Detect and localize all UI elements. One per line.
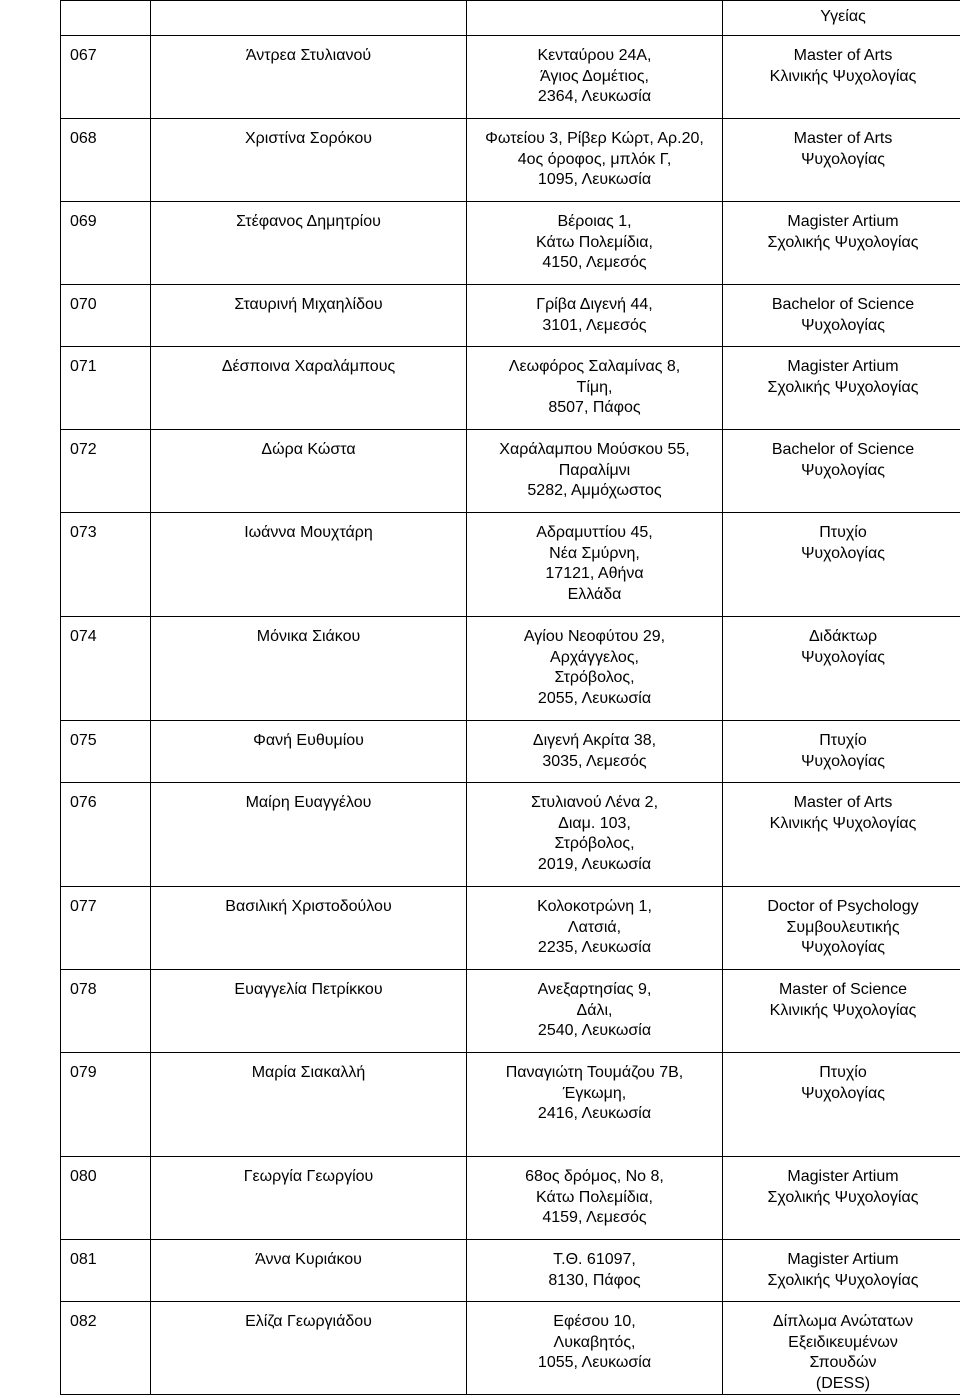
entry-number-text: 073 [70,524,97,541]
address-text: Διγενή Ακρίτα 38, [532,732,657,749]
address [467,202,723,285]
degree [723,1157,960,1240]
person-name-text: Άννα Κυριάκου [255,1251,362,1268]
degree-text: Ψυχολογίας [801,648,885,666]
degree-text: Πτυχίο [819,524,867,541]
degree-text: Εξειδικευμένων [788,1333,898,1351]
address [467,783,723,887]
degree [723,285,960,347]
table-row [61,887,960,970]
header-name-cell [151,1,467,36]
address-text: Βέροιας 1, [557,213,632,230]
degree-text: (DESS) [815,1374,871,1392]
entry-number-text: 081 [70,1251,97,1268]
header-degree-cell [723,1,960,36]
address-text: 2540, Λευκωσία [537,1022,652,1039]
degree-text: Ψυχολογίας [801,461,885,479]
address-text: Κολοκοτρώνη 1, [537,898,652,915]
address-text: 2055, Λευκωσία [537,689,652,707]
table-row [61,347,960,430]
table-row [61,1157,960,1240]
entry-number-text: 076 [70,794,97,811]
person-name-text: Φανή Ευθυμίου [253,732,364,749]
degree-text: Magister Artium [787,358,899,375]
person-name [151,783,467,887]
address-text: 4150, Λεμεσός [542,254,647,271]
address [467,721,723,783]
table-row [61,513,960,617]
person-name [151,1157,467,1240]
entry-number-text: 068 [70,130,97,147]
address-text: 5282, Αμμόχωστος [527,482,662,499]
table-row [61,202,960,285]
entry-number [61,783,151,887]
person-name-text: Μαρία Σιακαλλή [251,1064,366,1081]
address-text: Διαμ. 103, [558,814,631,832]
person-name-text: Δέσποινα Χαραλάμπους [221,358,396,375]
degree-text: Συμβουλευτικής [786,918,900,936]
address [467,970,723,1053]
entry-number [61,970,151,1053]
address [467,1302,723,1395]
address-text: 1095, Λευκωσία [537,171,652,188]
entry-number-text: 082 [70,1313,97,1330]
address-text: Αδραμυττίου 45, [536,524,653,541]
person-name-text: Ευαγγελία Πετρίκκου [234,981,383,998]
person-name [151,617,467,721]
person-name-text: Ιωάννα Μουχτάρη [244,524,373,541]
address-text: Αγίου Νεοφύτου 29, [523,628,666,645]
continued-header-row [61,1,960,36]
entry-number-text: 069 [70,213,97,230]
table-row [61,36,960,119]
degree-text: Magister Artium [787,1168,899,1185]
address [467,36,723,119]
degree-text: Master of Arts [793,130,893,147]
degree-text: Πτυχίο [819,732,867,749]
person-name [151,721,467,783]
address-text: Γρίβα Διγενή 44, [536,296,653,313]
address-text: Λατσιά, [567,918,622,936]
entry-number-text: 075 [70,732,97,749]
entry-number [61,1302,151,1395]
person-name-text: Χριστίνα Σορόκου [244,130,372,147]
address-text: Λυκαβητός, [553,1333,636,1351]
address-text: Φωτείου 3, Ρίβερ Κώρτ, Αρ.20, [485,130,704,147]
entry-number [61,430,151,513]
person-name [151,36,467,119]
degree-text: Κλινικής Ψυχολογίας [769,1001,917,1019]
person-name [151,285,467,347]
degree [723,1240,960,1302]
degree [723,721,960,783]
entry-number [61,36,151,119]
address-text: 2235, Λευκωσία [537,939,652,956]
degree-text: Bachelor of Science [771,441,915,458]
degree-text: Πτυχίο [819,1064,867,1081]
person-name [151,202,467,285]
address-text: 8507, Πάφος [548,399,641,416]
address-text: 3035, Λεμεσός [542,752,647,770]
table-row [61,970,960,1053]
entry-number-text: 078 [70,981,97,998]
address-text: Κάτω Πολεμίδια, [536,1188,653,1206]
address-text: 4ος όροφος, μπλόκ Γ, [517,150,672,168]
entry-number-text: 079 [70,1064,97,1081]
entry-number [61,202,151,285]
entry-number [61,1157,151,1240]
degree-text: Σχολικής Ψυχολογίας [767,1271,919,1289]
address-text: Έγκωμη, [562,1084,627,1102]
header-address-cell [467,1,723,36]
address-text: 2364, Λευκωσία [537,88,652,105]
degree-text: Ψυχολογίας [801,316,885,334]
person-name-text: Στέφανος Δημητρίου [236,213,381,230]
entry-number-text: 070 [70,296,97,313]
degree [723,119,960,202]
psychologist-registry-table [60,0,960,1395]
person-name [151,1240,467,1302]
address-text: Παναγιώτη Τουμάζου 7Β, [505,1064,684,1081]
address-text: 68ος δρόμος, Νο 8, [525,1168,664,1185]
table-row [61,721,960,783]
degree-text: Master of Arts [793,794,893,811]
entry-number [61,119,151,202]
entry-number-text: 080 [70,1168,97,1185]
degree [723,617,960,721]
address [467,430,723,513]
degree [723,347,960,430]
address-text: 4159, Λεμεσός [542,1209,647,1226]
address-text: 8130, Πάφος [548,1271,641,1289]
person-name [151,970,467,1053]
address-text: Τίμη, [576,378,613,396]
degree [723,887,960,970]
table-row [61,783,960,887]
degree [723,513,960,617]
entry-number [61,721,151,783]
person-name-text: Άντρεα Στυλιανού [245,47,372,64]
person-name-text: Ελίζα Γεωργιάδου [245,1313,372,1330]
address-text: Στρόβολος, [554,835,635,852]
entry-number-text: 067 [70,47,97,64]
entry-number [61,347,151,430]
degree-text: Κλινικής Ψυχολογίας [769,814,917,832]
degree [723,1302,960,1395]
degree-text: Σχολικής Ψυχολογίας [767,233,919,251]
address-text: Νέα Σμύρνη, [549,544,640,562]
degree [723,36,960,119]
address-text: Λεωφόρος Σαλαμίνας 8, [508,358,681,375]
degree [723,970,960,1053]
degree [723,783,960,887]
degree [723,1053,960,1157]
address [467,285,723,347]
degree-text: Σχολικής Ψυχολογίας [767,378,919,396]
degree-text: Ψυχολογίας [801,752,885,770]
degree-text: Σπουδών [809,1354,877,1371]
person-name [151,347,467,430]
degree-text: Bachelor of Science [771,296,915,313]
degree-text: Master of Arts [793,47,893,64]
table-row [61,430,960,513]
address-text: 17121, Αθήνα [545,565,644,582]
entry-number-text: 071 [70,358,97,375]
address-text: Στυλιανού Λένα 2, [530,794,659,811]
entry-number [61,1240,151,1302]
address-text: Ελλάδα [567,585,622,603]
degree-text: Δίπλωμα Ανώτατων [772,1313,914,1330]
address-text: Ανεξαρτησίας 9, [537,981,652,998]
degree-text: Σχολικής Ψυχολογίας [767,1188,919,1206]
address [467,119,723,202]
entry-number-text: 074 [70,628,97,645]
address-text: Εφέσου 10, [553,1313,636,1330]
address-text: Χαράλαμπου Μούσκου 55, [499,441,690,458]
person-name [151,887,467,970]
person-name-text: Γεωργία Γεωργίου [243,1168,374,1185]
address [467,1157,723,1240]
table-row [61,119,960,202]
address-text: 1055, Λευκωσία [537,1354,652,1371]
degree-text: Ψυχολογίας [801,1084,885,1102]
person-name-text: Σταυρινή Μιχαηλίδου [234,296,383,313]
address-text: 3101, Λεμεσός [542,316,647,334]
degree-continuation-text: Υγείας [820,8,866,25]
table-row [61,1240,960,1302]
person-name-text: Βασιλική Χριστοδούλου [225,898,392,915]
address [467,887,723,970]
degree-text: Ψυχολογίας [801,939,885,956]
address [467,1053,723,1157]
person-name [151,1053,467,1157]
address-text: Κενταύρου 24Α, [537,47,652,64]
table-row [61,285,960,347]
registry-table-body [61,1,960,1395]
degree [723,202,960,285]
person-name [151,430,467,513]
person-name-text: Δώρα Κώστα [261,441,356,458]
entry-number [61,617,151,721]
entry-number-text: 077 [70,898,97,915]
degree-text: Magister Artium [787,1251,899,1268]
address [467,513,723,617]
table-row [61,1053,960,1157]
address-text: 2019, Λευκωσία [537,855,652,873]
table-row [61,617,960,721]
address-text: Παραλίμνι [558,461,631,479]
entry-number [61,285,151,347]
address-text: Δάλι, [576,1001,613,1019]
person-name [151,1302,467,1395]
address-text: Κάτω Πολεμίδια, [536,233,653,251]
degree-text: Doctor of Psychology [767,898,919,915]
header-number-cell [61,1,151,36]
entry-number [61,1053,151,1157]
person-name [151,513,467,617]
table-row [61,1302,960,1395]
entry-number [61,887,151,970]
degree [723,430,960,513]
address [467,617,723,721]
person-name-text: Μαίρη Ευαγγέλου [245,794,372,811]
entry-number [61,513,151,617]
address-text: Άγιος Δομέτιος, [540,67,649,85]
person-name-text: Μόνικα Σιάκου [256,628,361,645]
address [467,347,723,430]
address [467,1240,723,1302]
person-name [151,119,467,202]
entry-number-text: 072 [70,441,97,458]
degree-text: Διδάκτωρ [808,628,878,645]
degree-text: Ψυχολογίας [801,150,885,168]
degree-text: Master of Science [778,981,908,998]
address-text: Αρχάγγελος, [550,648,639,666]
address-text: Στρόβολος, [554,669,635,686]
address-text: Τ.Θ. 61097, [553,1251,636,1268]
degree-text: Magister Artium [787,213,899,230]
degree-text: Ψυχολογίας [801,544,885,562]
degree-text: Κλινικής Ψυχολογίας [769,67,917,85]
address-text: 2416, Λευκωσία [537,1105,652,1122]
